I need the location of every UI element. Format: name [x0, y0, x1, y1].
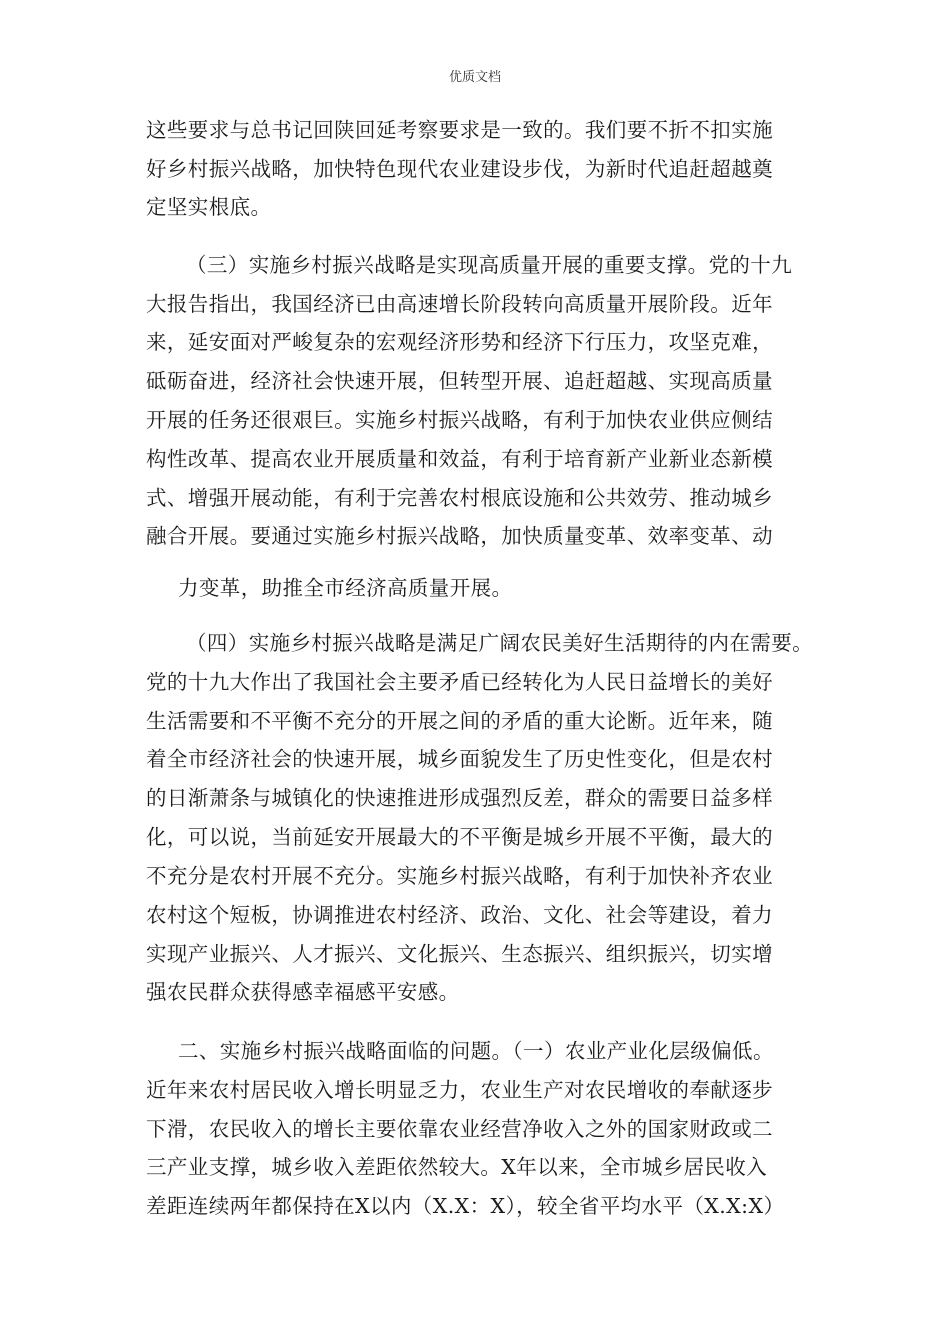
text-line: 力变革，助推全市经济高质量开展。 — [178, 576, 513, 600]
text-line: 实现产业振兴、人才振兴、文化振兴、生态振兴、组织振兴，切实增 — [146, 942, 773, 966]
text-line: 砥砺奋进，经济社会快速开展，但转型开展、追赶超越、实现高质量 — [146, 369, 773, 393]
text-line: 强农民群众获得感幸福感平安感。 — [146, 980, 460, 1004]
text-line: 这些要求与总书记回陕回延考察要求是一致的。我们要不折不扣实施 — [146, 118, 773, 142]
text-line: （三）实施乡村振兴战略是实现高质量开展的重要支撑。党的十九 — [186, 253, 793, 277]
text-line: 大报告指出，我国经济已由高速增长阶段转向高质量开展阶段。近年 — [146, 292, 773, 316]
text-line: 近年来农村居民收入增长明显乏力，农业生产对农民增收的奉献逐步 — [146, 1078, 773, 1102]
text-line: 不充分是农村开展不充分。实施乡村振兴战略，有利于加快补齐农业 — [146, 864, 773, 888]
text-line: 农村这个短板，协调推进农村经济、政治、文化、社会等建设，着力 — [146, 903, 773, 927]
text-line: 下滑，农民收入的增长主要依靠农业经营净收入之外的国家财政或二 — [146, 1117, 773, 1141]
text-line: 来，延安面对严峻复杂的宏观经济形势和经济下行压力，攻坚克难， — [146, 330, 773, 354]
text-line: 构性改革、提高农业开展质量和效益，有利于培育新产业新业态新模 — [146, 447, 773, 471]
text-line: 二、实施乡村振兴战略面临的问题。（一）农业产业化层级偏低。 — [178, 1039, 774, 1063]
text-line: （四）实施乡村振兴战略是满足广阔农民美好生活期待的内在需要。 — [186, 631, 813, 655]
text-line: 式、增强开展动能，有利于完善农村根底设施和公共效劳、推动城乡 — [146, 486, 773, 510]
text-line: 党的十九大作出了我国社会主要矛盾已经转化为人民日益增长的美好 — [146, 670, 773, 694]
text-line: 好乡村振兴战略，加快特色现代农业建设步伐，为新时代追赶超越奠 — [146, 157, 773, 181]
text-line: 融合开展。要通过实施乡村振兴战略，加快质量变革、效率变革、动 — [146, 524, 773, 548]
text-line: 三产业支撑，城乡收入差距依然较大。X年以来，全市城乡居民收入 — [146, 1155, 768, 1179]
text-line: 生活需要和不平衡不充分的开展之间的矛盾的重大论断。近年来，随 — [146, 709, 773, 733]
text-line: 定坚实根底。 — [146, 195, 272, 219]
page-header: 优质文档 — [448, 70, 501, 85]
text-line: 化，可以说，当前延安开展最大的不平衡是城乡开展不平衡，最大的 — [146, 825, 773, 849]
text-line: 差距连续两年都保持在X以内（X.X：X），较全省平均水平（X.X:X） — [146, 1194, 785, 1218]
text-line: 着全市经济社会的快速开展，城乡面貌发生了历史性变化，但是农村 — [146, 747, 773, 771]
text-line: 开展的任务还很艰巨。实施乡村振兴战略，有利于加快农业供应侧结 — [146, 408, 773, 432]
text-line: 的日渐萧条与城镇化的快速推进形成强烈反差，群众的需要日益多样 — [146, 786, 773, 810]
